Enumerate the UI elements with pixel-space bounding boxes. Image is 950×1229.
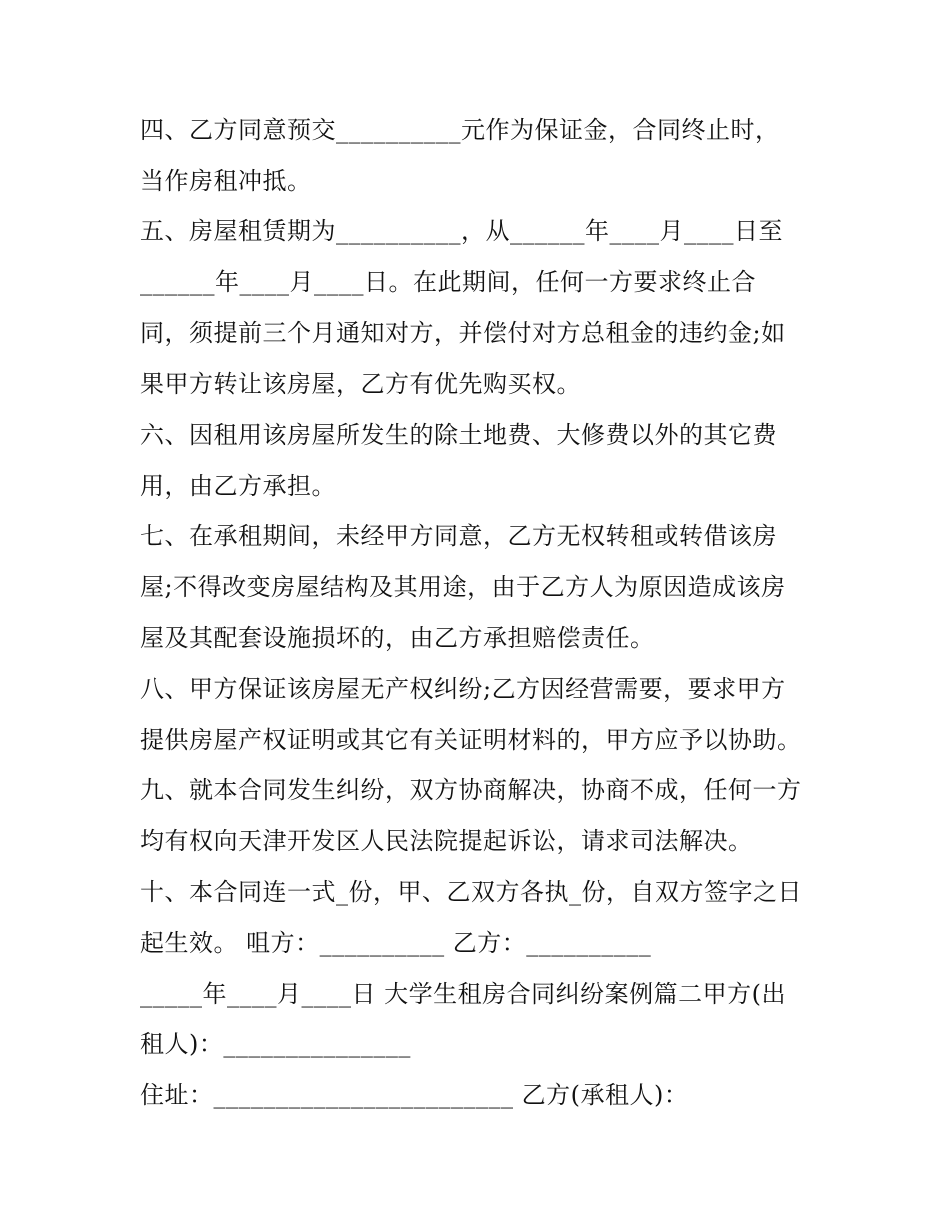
- text-line: 提供房屋产权证明或其它有关证明材料的，甲方应予以协助。: [140, 726, 802, 754]
- text-line: 起生效。 咀方：__________ 乙方：__________: [140, 929, 652, 957]
- text-line: 屋;不得改变房屋结构及其用途，由于乙方人为原因造成该房: [140, 573, 786, 601]
- text-line: 八、甲方保证该房屋无产权纠纷;乙方因经营需要，要求甲方: [140, 675, 786, 703]
- text-line: 六、因租用该房屋所发生的除土地费、大修费以外的其它费: [140, 421, 777, 449]
- text-line: 租人)：_______________: [140, 1030, 411, 1058]
- text-line: 同，须提前三个月通知对方，并偿付对方总租金的违约金;如: [140, 319, 786, 347]
- text-line: 当作房租冲抵。: [140, 167, 312, 195]
- text-line: _____年____月____日 大学生租房合同纠纷案例篇二甲方(出: [140, 980, 786, 1008]
- text-line: 五、房屋租赁期为__________，从______年____月____日至: [140, 217, 783, 245]
- text-line: 九、就本合同发生纠纷，双方协商解决，协商不成，任何一方: [140, 776, 802, 804]
- text-line: 四、乙方同意预交__________元作为保证金，合同终止时，: [140, 116, 780, 144]
- text-line: 果甲方转让该房屋，乙方有优先购买权。: [140, 370, 581, 398]
- text-line: 均有权向天津开发区人民法院提起诉讼，请求司法解决。: [140, 827, 753, 855]
- text-line: 屋及其配套设施损坏的，由乙方承担赔偿责任。: [140, 624, 655, 652]
- text-line: ______年____月____日。在此期间，任何一方要求终止合: [140, 268, 756, 296]
- text-line: 住址：________________________ 乙方(承租人)：: [140, 1081, 689, 1109]
- text-line: 十、本合同连一式_份，甲、乙双方各执_份，自双方签字之日: [140, 878, 802, 906]
- text-line: 七、在承租期间，未经甲方同意，乙方无权转租或转借该房: [140, 522, 777, 550]
- text-line: 用，由乙方承担。: [140, 472, 336, 500]
